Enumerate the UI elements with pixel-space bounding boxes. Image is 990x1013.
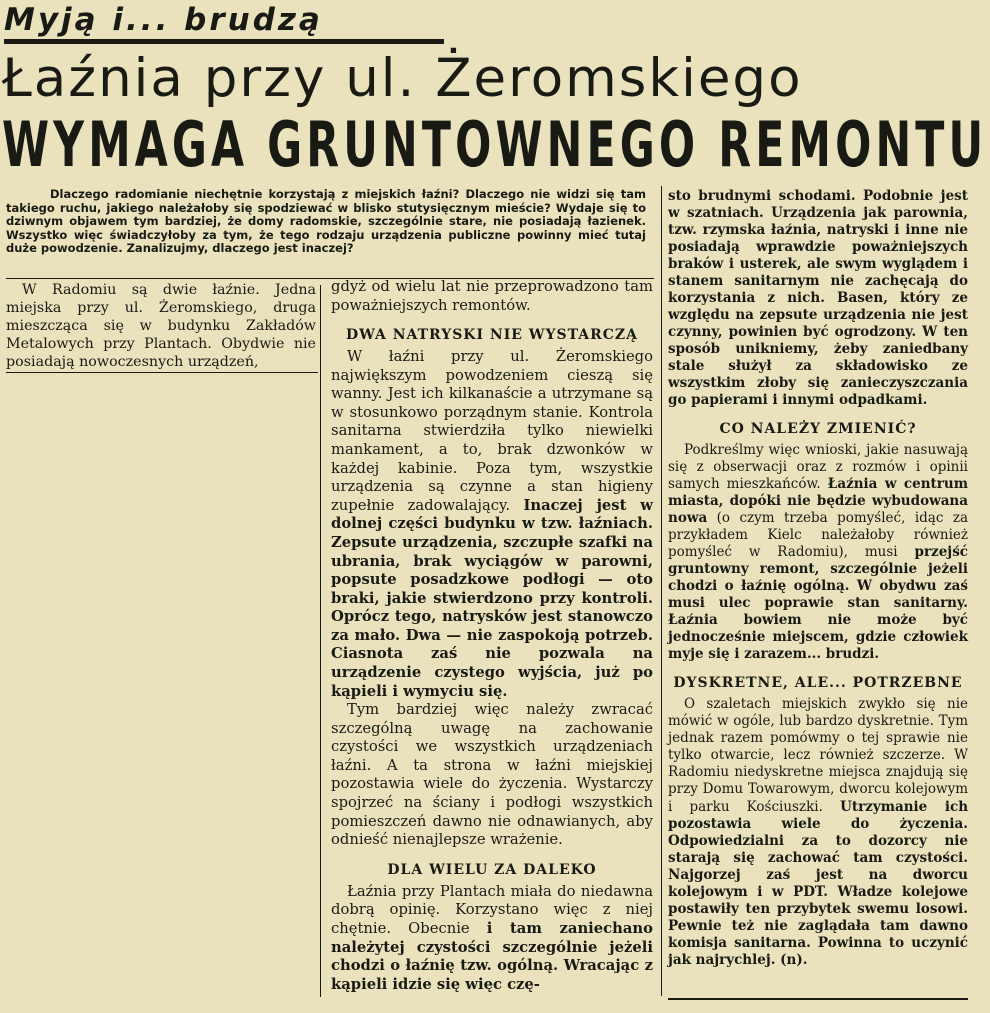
subheading: DWA NATRYSKI NIE WYSTARCZĄ	[345, 327, 638, 344]
paragraph: Tym bardziej więc należy zwracać szczególną uwagę na zachowanie czystości we wszystkich urządzeniach łaźni. A ta strona w łaźni miejskiej pozostawia wiele do życzenia. Wystarczy spojrzeć na ściany i podłogi wszystkich pomieszczeń dawno nie odnawianych, aby odnieść nienajlepsze wrażenie.	[331, 701, 653, 849]
paragraph: gdyż od wielu lat nie przeprowadzono tam poważniejszych remontów.	[331, 278, 653, 314]
text-run: W łaźni przy ul. Żeromskiego największym powodzeniem cieszą się wanny. Jest ich kilkanaście a utrzymane są w stosunkowo porządnym stanie. Kontrola sanitarna stwierdziła tylko niewielki mankament, a to, brak dzwonków w każdej kabinie. Poza tym, wszystkie urządzenia są czynne a stan higieny zupełnie zadowalający.	[331, 348, 653, 514]
text-run: (o czym trzeba pomyśleć, idąc za przykładem Kielc należałoby również pomyśleć w Radomiu), musi	[668, 510, 968, 561]
text-run: O szaletach miejskich zwykło się nie mówić w ogóle, lub bardzo dyskretnie. Tym jednak razem pomówmy o tej sprawie nie tylko otwarcie, lecz również szczerze. W Radomiu niedyskretne miejsca znajdują się przy Domu Towarowym, dworcu kolejowym i parku Kościuszki.	[668, 696, 968, 815]
kicker-heading: Myją i... brudzą	[4, 0, 444, 44]
bold-text-run: Inaczej jest w dolnej części budynku w tzw. łaźniach. Zepsute urządzenia, szczupłe szafki na ubrania, brak wyciągów w parowni, popsute posadzkowe podłogi — oto braki, jakie stwierdzono przy kontroli. Oprócz tego, natrysków jest stanowczo za mało. Dwa — nie zaspokoją potrzeb. Ciasnota zaś nie pozwala na urządzenie czystego wyjścia, już po kąpieli i wymyciu się.	[331, 496, 653, 700]
column-1-end-rule	[6, 372, 318, 373]
paragraph	[331, 348, 653, 701]
column-divider	[661, 186, 662, 996]
bold-text-run: i tam zaniechano należytej czystości szczególnie jeżeli chodzi o łaźnię tzw. ogólną. Wracając z kąpieli idzie się więc czę-	[331, 919, 653, 993]
paragraph	[668, 442, 968, 663]
bold-text-run: przejść gruntowny remont, szczególnie jeżeli chodzi o łaźnię ogólną. W obydwu zaś musi ulec poprawie stan sanitarny. Łaźnia bowiem nie może być jednocześnie miejscem, gdzie człowiek myje się i zarazem... brudzi.	[668, 544, 969, 663]
text-run: Podkreślmy więc wnioski, jakie nasuwają się z obserwacji oraz z rozmów i opinii samych mieszkańców.	[668, 442, 968, 493]
headline-secondary: WYMAGA GRUNTOWNEGO REMONTU	[2, 108, 988, 181]
column-3	[668, 188, 968, 969]
paragraph	[668, 696, 968, 968]
paragraph	[668, 188, 968, 409]
text-run: Łaźnia przy Plantach miała do niedawna dobrą opinię. Korzystano więc z niej chętnie. Obecnie	[331, 882, 653, 937]
bold-text-run: Łaźnia w centrum miasta, dopóki nie będzie wybudowana nowa	[668, 476, 968, 527]
headline: Łaźnia przy ul. Żeromskiego	[2, 48, 803, 109]
paragraph	[331, 883, 653, 994]
subheading: CO NALEŻY ZMIENIĆ?	[719, 421, 917, 438]
article-end-rule	[668, 998, 968, 1000]
column-2	[331, 278, 653, 994]
bold-text-run: sto brudnymi schodami. Podobnie jest w szatniach. Urządzenia jak parownia, tzw. rzymska łaźnia, natryski i inne nie posiadają wprawdzie poważniejszych braków i usterek, ale swym wyglądem i stanem sanitarnym nie zachęcają do korzystania z nich. Basen, który ze względu na zepsute urządzenia nie jest czynny, powinien być ogrodzony. W ten sposób unikniemy, żeby zaniedbany stale służył za składowisko ze wszystkim złoby się zanieczyszczania go papierami i innymi odpadkami.	[668, 188, 968, 409]
subheading: DLA WIELU ZA DALEKO	[387, 861, 597, 878]
subheading: DYSKRETNE, ALE... POTRZEBNE	[673, 675, 963, 692]
column-divider	[320, 285, 321, 997]
bold-text-run: Utrzymanie ich pozostawia wiele do życzenia. Odpowiedzialni za to dozorcy nie starają się zachować tam czystości. Najgorzej zaś jest na dworcu kolejowym i w PDT. Władze kolejowe postawiły ten przybytek swemu losowi. Pewnie też nie zaglądała tam dawno komisja sanitarna. Powinna to uczynić jak najrychlej. (n).	[668, 798, 969, 968]
paragraph: W Radomiu są dwie łaźnie. Jedna miejska przy ul. Żeromskiego, druga mieszcząca się w budynku Zakładów Metalowych przy Plantach. Obydwie nie posiadają nowoczesnych urządzeń,	[6, 282, 316, 370]
column-1	[6, 282, 316, 372]
lead-paragraph: Dlaczego radomianie niechętnie korzystają z miejskich łaźni? Dlaczego nie widzi się tam takiego ruchu, jakiego należałoby się spodziewać w blisko stutysięcznym mieście? Wydaje się to dziwnym objawem tym bardziej, że domy radomskie, szczególnie stare, nie posiadają łazienek. Wszystko więc świadczyłoby za tym, że tego rodzaju urządzenia publiczne powinny mieć tutaj duże powodzenie. Zanalizujmy, dlaczego jest inaczej?	[6, 187, 646, 255]
